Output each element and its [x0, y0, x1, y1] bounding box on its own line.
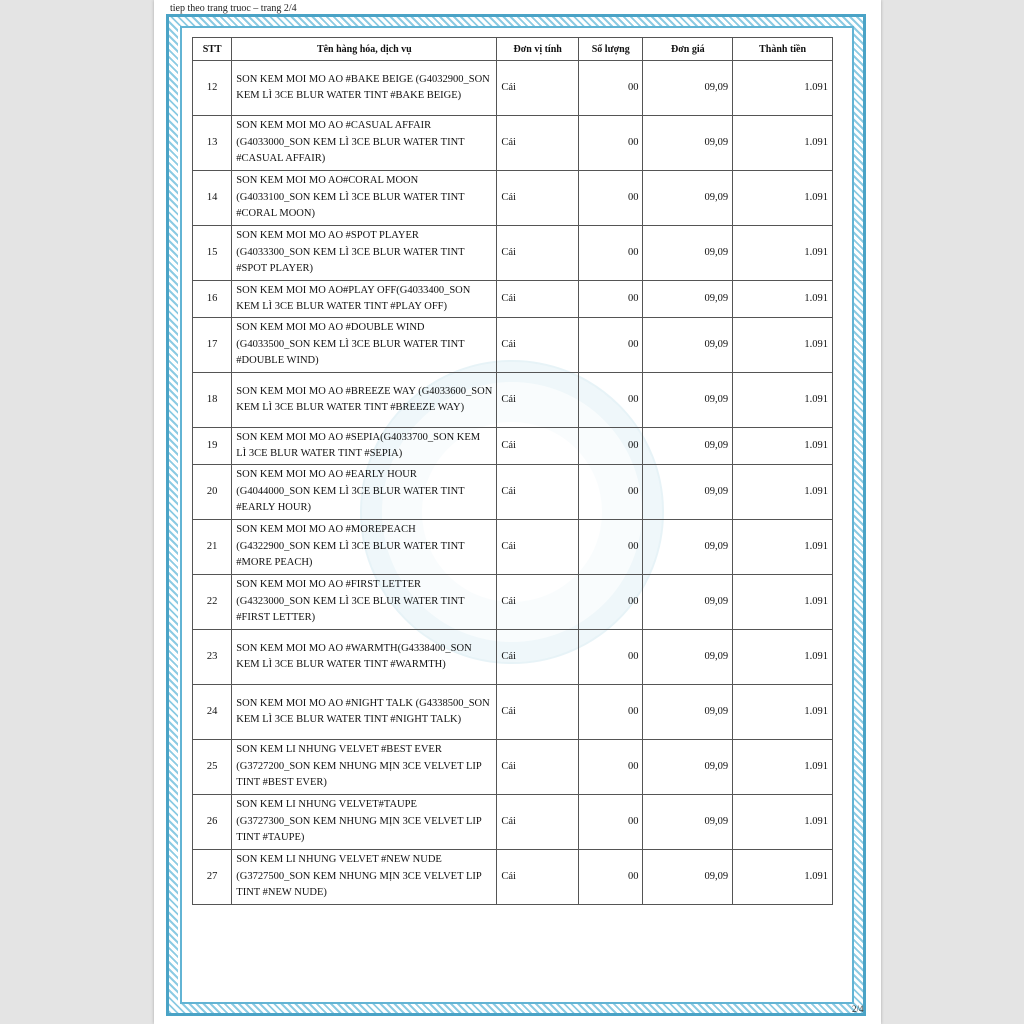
row-product-name: SON KEM MOI MO AO#PLAY OFF(G4033400_SON KEM LÌ 3CE BLUR WATER TINT #PLAY OFF): [232, 281, 497, 318]
table-row: [193, 281, 833, 318]
row-quantity: 00: [578, 171, 643, 226]
row-quantity: 00: [578, 575, 643, 630]
row-stt: 12: [193, 61, 232, 116]
table-header-row: [193, 38, 833, 61]
row-unit: Cái: [497, 465, 579, 520]
row-unit-price: 09,09: [643, 428, 733, 465]
row-quantity: 00: [578, 630, 643, 685]
table-row: [193, 520, 833, 575]
row-amount: 1.091: [733, 61, 833, 116]
table-row: [193, 61, 833, 116]
row-quantity: 00: [578, 685, 643, 740]
row-unit-price: 09,09: [643, 520, 733, 575]
table-row: [193, 171, 833, 226]
table-row: [193, 630, 833, 685]
page-number: 2/4: [852, 1004, 864, 1014]
row-amount: 1.091: [733, 520, 833, 575]
row-stt: 22: [193, 575, 232, 630]
row-unit-price: 09,09: [643, 116, 733, 171]
row-quantity: 00: [578, 116, 643, 171]
row-unit: Cái: [497, 795, 579, 850]
row-stt: 19: [193, 428, 232, 465]
row-unit: Cái: [497, 226, 579, 281]
row-product-name: SON KEM MOI MO AO #WARMTH(G4338400_SON KEM LÌ 3CE BLUR WATER TINT #WARMTH): [232, 630, 497, 685]
row-quantity: 00: [578, 465, 643, 520]
row-quantity: 00: [578, 850, 643, 905]
row-quantity: 00: [578, 520, 643, 575]
row-unit: Cái: [497, 318, 579, 373]
row-product-name: SON KEM MOI MO AO #FIRST LETTER (G4323000_SON KEM LÌ 3CE BLUR WATER TINT #FIRST LETTER): [232, 575, 497, 630]
row-unit: Cái: [497, 171, 579, 226]
row-unit: Cái: [497, 740, 579, 795]
row-unit-price: 09,09: [643, 795, 733, 850]
row-quantity: 00: [578, 281, 643, 318]
row-unit: Cái: [497, 373, 579, 428]
row-stt: 25: [193, 740, 232, 795]
row-amount: 1.091: [733, 795, 833, 850]
row-amount: 1.091: [733, 373, 833, 428]
header-name: Tên hàng hóa, dịch vụ: [232, 38, 497, 61]
row-product-name: SON KEM MOI MO AO #BREEZE WAY (G4033600_SON KEM LÌ 3CE BLUR WATER TINT #BREEZE WAY): [232, 373, 497, 428]
row-unit-price: 09,09: [643, 61, 733, 116]
row-quantity: 00: [578, 740, 643, 795]
header-total: Thành tiền: [733, 38, 833, 61]
row-stt: 23: [193, 630, 232, 685]
row-unit: Cái: [497, 685, 579, 740]
row-unit-price: 09,09: [643, 630, 733, 685]
row-product-name: SON KEM MOI MO AO #NIGHT TALK (G4338500_SON KEM LÌ 3CE BLUR WATER TINT #NIGHT TALK): [232, 685, 497, 740]
row-product-name: SON KEM LI NHUNG VELVET #BEST EVER (G3727200_SON KEM NHUNG MỊN 3CE VELVET LIP TINT #BEST EVER): [232, 740, 497, 795]
table-row: [193, 373, 833, 428]
row-unit: Cái: [497, 61, 579, 116]
table-row: [193, 465, 833, 520]
invoice-items-table: [192, 37, 833, 905]
header-unit: Đơn vị tính: [497, 38, 579, 61]
row-amount: 1.091: [733, 575, 833, 630]
header-price: Đơn giá: [643, 38, 733, 61]
row-stt: 24: [193, 685, 232, 740]
row-unit: Cái: [497, 520, 579, 575]
row-amount: 1.091: [733, 318, 833, 373]
row-unit-price: 09,09: [643, 685, 733, 740]
table-row: [193, 116, 833, 171]
row-stt: 18: [193, 373, 232, 428]
row-unit-price: 09,09: [643, 740, 733, 795]
row-product-name: SON KEM MOI MO AO #EARLY HOUR (G4044000_SON KEM LÌ 3CE BLUR WATER TINT #EARLY HOUR): [232, 465, 497, 520]
row-amount: 1.091: [733, 630, 833, 685]
row-amount: 1.091: [733, 465, 833, 520]
row-unit-price: 09,09: [643, 465, 733, 520]
row-amount: 1.091: [733, 171, 833, 226]
row-quantity: 00: [578, 318, 643, 373]
table-row: [193, 685, 833, 740]
row-product-name: SON KEM MOI MO AO #DOUBLE WIND (G4033500_SON KEM LÌ 3CE BLUR WATER TINT #DOUBLE WIND): [232, 318, 497, 373]
row-amount: 1.091: [733, 281, 833, 318]
header-stt: STT: [193, 38, 232, 61]
row-unit: Cái: [497, 428, 579, 465]
row-stt: 15: [193, 226, 232, 281]
row-unit: Cái: [497, 850, 579, 905]
row-product-name: SON KEM MOI MO AO #MOREPEACH (G4322900_SON KEM LÌ 3CE BLUR WATER TINT #MORE PEACH): [232, 520, 497, 575]
row-stt: 16: [193, 281, 232, 318]
row-quantity: 00: [578, 226, 643, 281]
row-stt: 14: [193, 171, 232, 226]
row-product-name: SON KEM MOI MO AO #SPOT PLAYER (G4033300_SON KEM LÌ 3CE BLUR WATER TINT #SPOT PLAYER): [232, 226, 497, 281]
row-product-name: SON KEM MOI MO AO #BAKE BEIGE (G4032900_SON KEM LÌ 3CE BLUR WATER TINT #BAKE BEIGE): [232, 61, 497, 116]
row-unit-price: 09,09: [643, 226, 733, 281]
row-amount: 1.091: [733, 685, 833, 740]
row-unit-price: 09,09: [643, 171, 733, 226]
row-product-name: SON KEM MOI MO AO #SEPIA(G4033700_SON KEM LÌ 3CE BLUR WATER TINT #SEPIA): [232, 428, 497, 465]
table-row: [193, 226, 833, 281]
row-product-name: SON KEM LI NHUNG VELVET #NEW NUDE (G3727500_SON KEM NHUNG MỊN 3CE VELVET LIP TINT #NEW NUDE): [232, 850, 497, 905]
table-row: [193, 575, 833, 630]
row-stt: 17: [193, 318, 232, 373]
row-unit-price: 09,09: [643, 575, 733, 630]
table-row: [193, 850, 833, 905]
row-product-name: SON KEM MOI MO AO#CORAL MOON (G4033100_SON KEM LÌ 3CE BLUR WATER TINT #CORAL MOON): [232, 171, 497, 226]
row-stt: 20: [193, 465, 232, 520]
row-amount: 1.091: [733, 226, 833, 281]
row-stt: 21: [193, 520, 232, 575]
row-unit-price: 09,09: [643, 850, 733, 905]
row-unit-price: 09,09: [643, 281, 733, 318]
table-row: [193, 795, 833, 850]
row-unit: Cái: [497, 630, 579, 685]
row-quantity: 00: [578, 373, 643, 428]
row-amount: 1.091: [733, 116, 833, 171]
row-unit: Cái: [497, 575, 579, 630]
row-stt: 26: [193, 795, 232, 850]
header-qty: Số lượng: [578, 38, 643, 61]
row-stt: 13: [193, 116, 232, 171]
row-amount: 1.091: [733, 428, 833, 465]
table-row: [193, 428, 833, 465]
row-amount: 1.091: [733, 850, 833, 905]
row-quantity: 00: [578, 428, 643, 465]
row-quantity: 00: [578, 795, 643, 850]
row-unit: Cái: [497, 116, 579, 171]
table-row: [193, 318, 833, 373]
row-product-name: SON KEM MOI MO AO #CASUAL AFFAIR (G4033000_SON KEM LÌ 3CE BLUR WATER TINT #CASUAL AFFAIR): [232, 116, 497, 171]
table-row: [193, 740, 833, 795]
row-unit: Cái: [497, 281, 579, 318]
row-unit-price: 09,09: [643, 318, 733, 373]
row-stt: 27: [193, 850, 232, 905]
row-product-name: SON KEM LI NHUNG VELVET#TAUPE (G3727300_SON KEM NHUNG MỊN 3CE VELVET LIP TINT #TAUPE): [232, 795, 497, 850]
row-amount: 1.091: [733, 740, 833, 795]
continuation-note: tiep theo trang truoc – trang 2/4: [170, 3, 297, 14]
row-quantity: 00: [578, 61, 643, 116]
row-unit-price: 09,09: [643, 373, 733, 428]
